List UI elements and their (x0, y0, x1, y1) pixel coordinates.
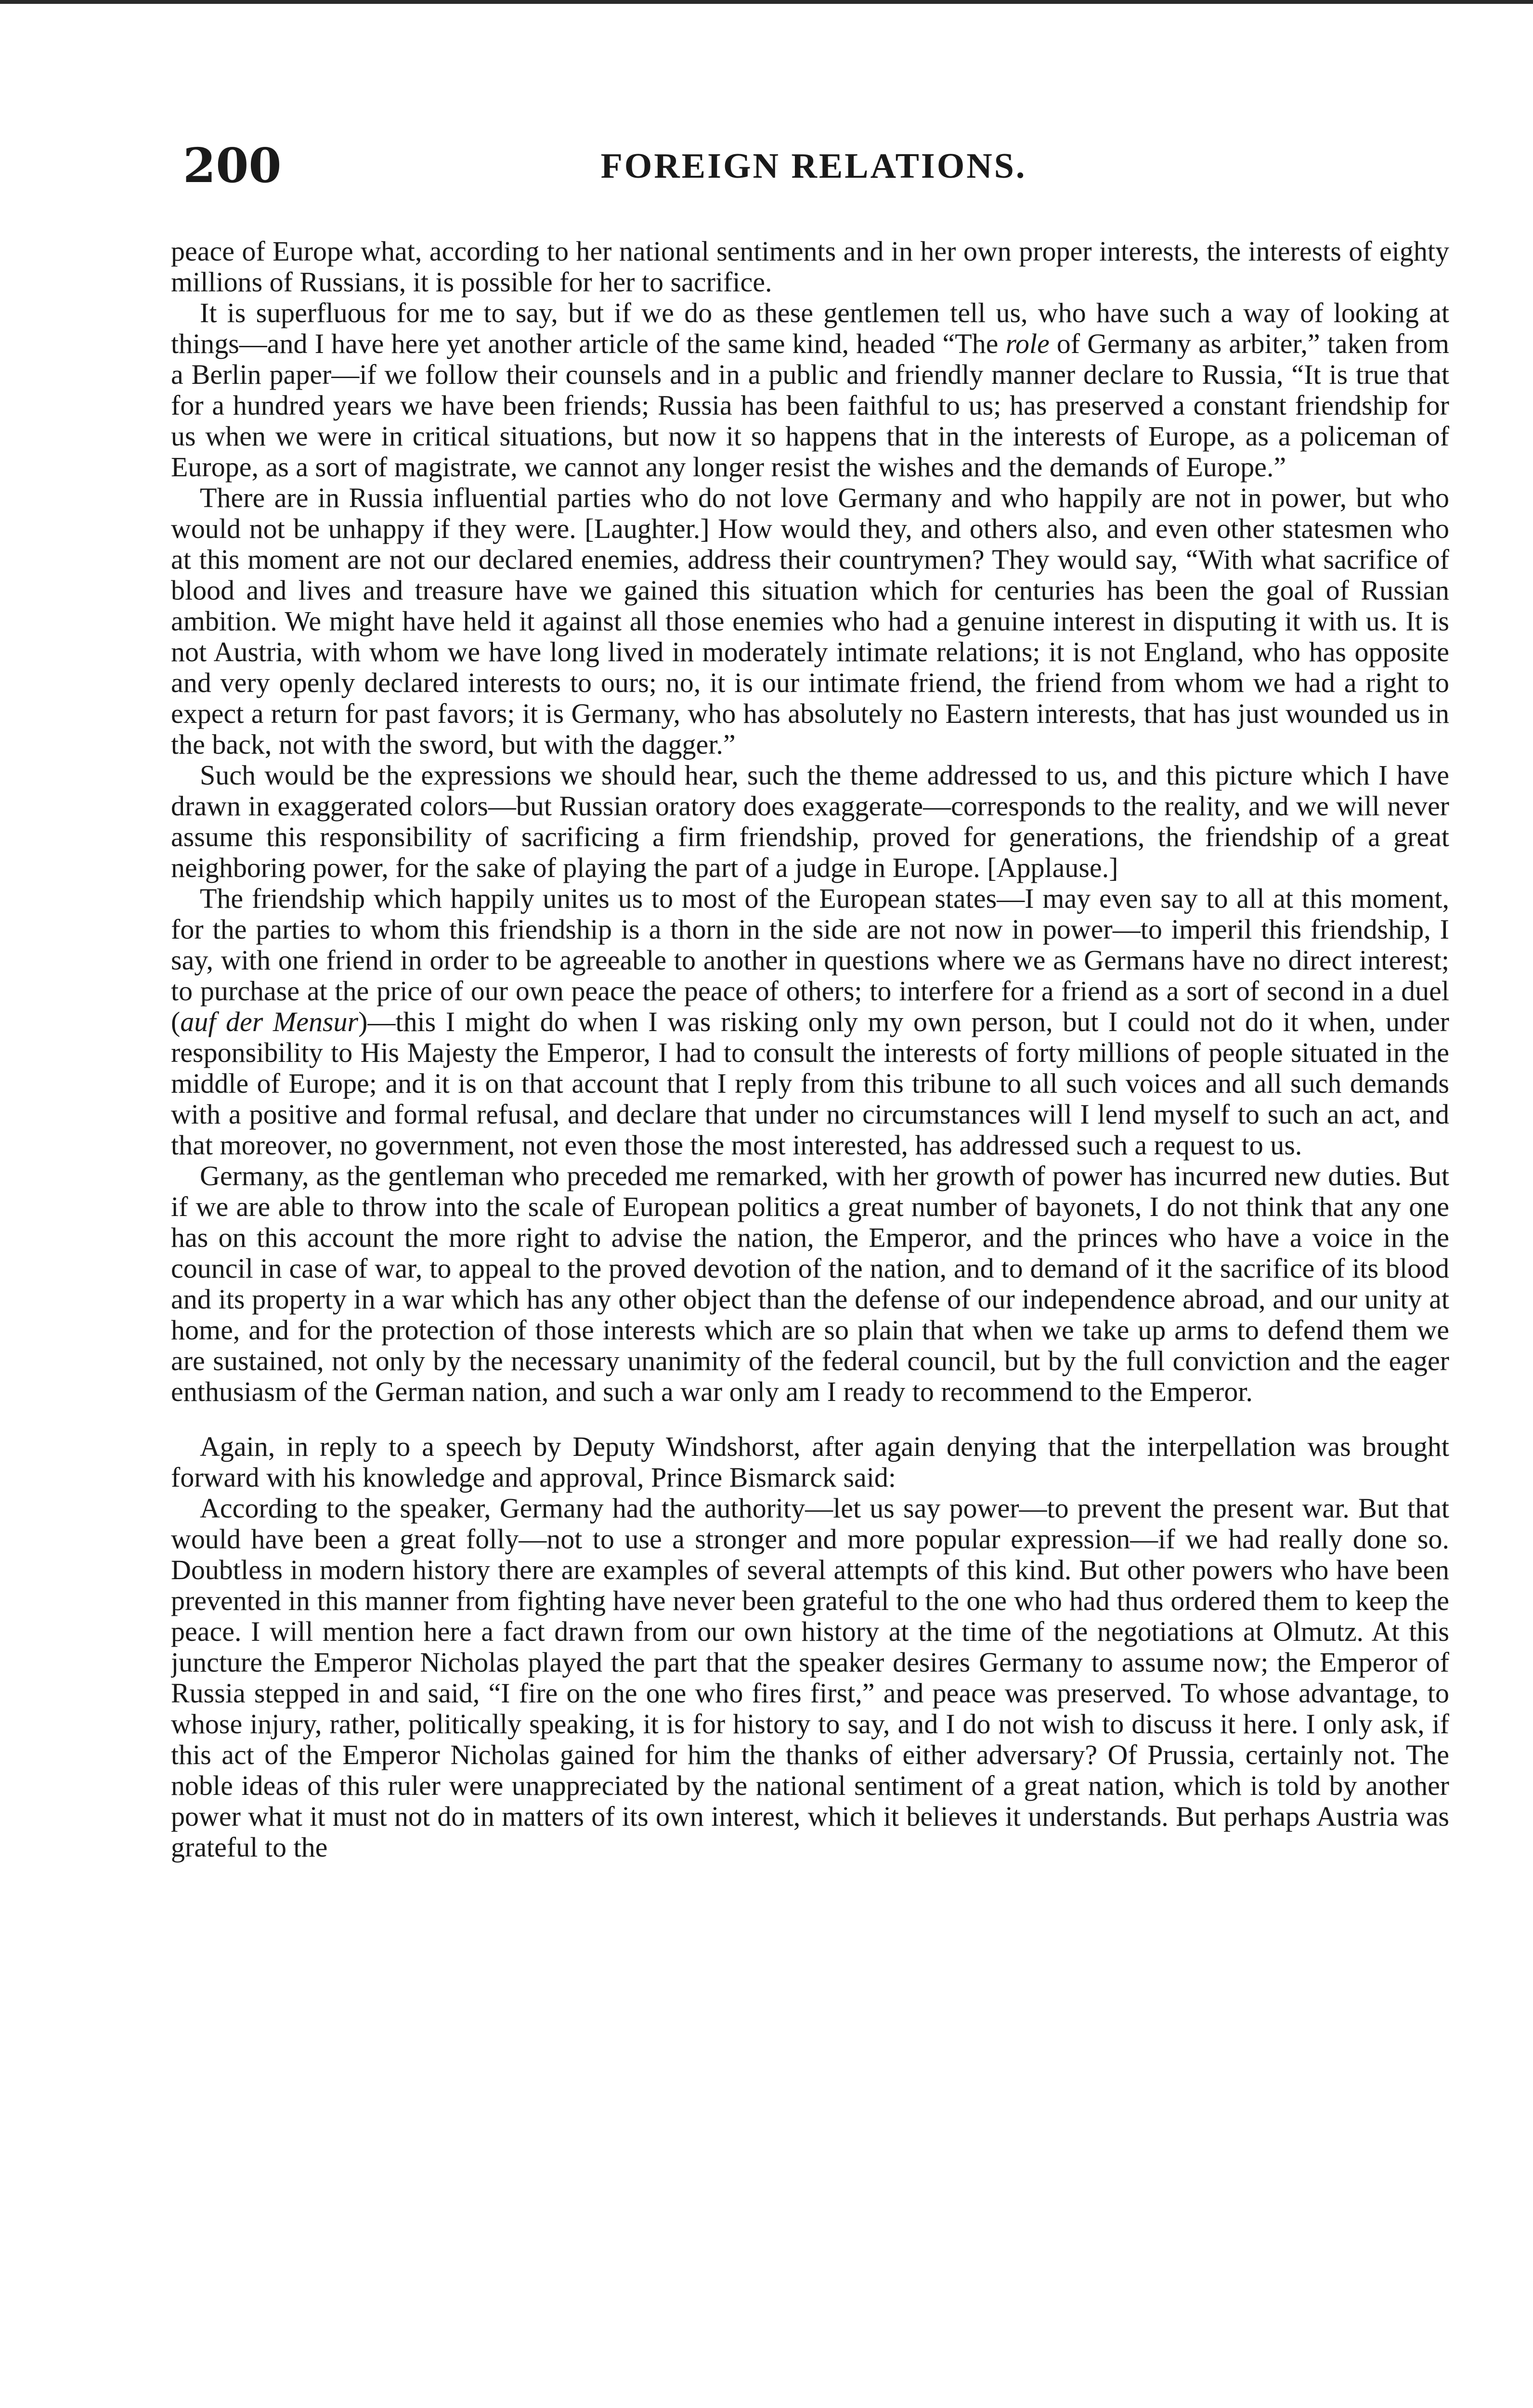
paragraph-5-italic: auf der Mensur (180, 1006, 359, 1037)
paragraph-5-text-b: )—this I might do when I was risking only my own person, but I could not do it when, under responsibility to His Majesty the Emperor, I had to consult the interests of forty millions of people situated in the middle of Europe; and it is on that account that I reply from this tribune to all such voices and all such demands with a positive and formal refusal, and declare that under no circumstances will I lend myself to such an act, and that moreover, no government, not even those the most interested, has addressed such a request to us. (171, 1006, 1449, 1161)
page-body (171, 236, 1449, 2394)
paragraph-3: There are in Russia influential parties who do not love Germany and who happily are not in power, but who would not be unhappy if they were. [Laughter.] How would they, and others also, and even other statesmen who at this moment are not our declared enemies, address their countrymen? They would say, “With what sacrifice of blood and lives and treasure have we gained this situation which for centuries has been the goal of Russian ambition. We might have held it against all those enemies who had a genuine interest in disputing it with us. It is not Austria, with whom we have long lived in moderately intimate relations; it is not England, who has opposite and very openly declared interests to ours; no, it is our intimate friend, the friend from whom we had a right to expect a return for past favors; it is Germany, who has absolutely no Eastern interests, that has just wounded us in the back, not with the sword, but with the dagger.” (171, 482, 1449, 760)
page-number: 200 (183, 138, 282, 194)
paragraph-2 (171, 298, 1449, 483)
paragraph-8: According to the speaker, Germany had the authority—let us say power—to prevent the present war. But that would have been a great folly—not to use a stronger and more popular expression—if we had really done so. Doubtless in modern history there are examples of several attempts of this kind. But other powers who have been prevented in this manner from fighting have never been grateful to the one who had thus ordered them to keep the peace. I will mention here a fact drawn from our own history at the time of the negotiations at Olmutz. At this juncture the Emperor Nicholas played the part that the speaker desires Germany to assume now; the Emperor of Russia stepped in and said, “I fire on the one who fires first,” and peace was preserved. To whose advantage, to whose injury, rather, politically speaking, it is for history to say, and I do not wish to discuss it here. I only ask, if this act of the Emperor Nicholas gained for him the thanks of either adversary? Of Prussia, certainly not. The noble ideas of this ruler were unappreciated by the national sentiment of a great nation, which is told by another power what it must not do in matters of its own interest, which it believes it understands. But perhaps Austria was grateful to the (171, 1492, 1449, 1863)
running-title: FOREIGN RELATIONS. (600, 146, 1027, 186)
paragraph-7: Again, in reply to a speech by Deputy Windshorst, after again denying that the interpellation was brought forward with his knowledge and approval, Prince Bismarck said: (171, 1431, 1449, 1493)
paragraph-5-text-a: The friendship which happily unites us to most of the European states—I may even say to all at this moment, for the parties to whom this friendship is a thorn in the side are not now in power—to imperil this friendship, I say, with one friend in order to be agreeable to another in questions where we as Germans have no direct interest; to purchase at the price of our own peace the peace of others; to interfere for a friend as a sort of second in a duel ( (171, 883, 1449, 1037)
section-gap (171, 1407, 1449, 1431)
paragraph-2-text-b: of Germany as arbiter,” taken from a Berlin paper—if we follow their counsels and in a public and friendly manner declare to Russia, “It is true that for a hundred years we have been friends; Russia has been faithful to us; has preserved a constant friendship for us when we were in critical situations, but now it so happens that in the interests of Europe, as a policeman of Europe, as a sort of magistrate, we cannot any longer resist the wishes and the demands of Europe.” (171, 328, 1449, 483)
paragraph-4: Such would be the expressions we should hear, such the theme addressed to us, and this picture which I have drawn in exaggerated colors—but Russian oratory does exaggerate—corresponds to the reality, and we will never assume this responsibility of sacrificing a firm friendship, proved for generations, the friendship of a great neighboring power, for the sake of playing the part of a judge in Europe. [Applause.] (171, 759, 1449, 883)
page-header (183, 140, 1444, 193)
paragraph-2-text-a: It is superfluous for me to say, but if we do as these gentlemen tell us, who have such a way of looking at things—and I have here yet another article of the same kind, headed “The (171, 297, 1449, 359)
paragraph-5 (171, 883, 1449, 1161)
paragraph-6: Germany, as the gentleman who preceded me remarked, with her growth of power has incurred new duties. But if we are able to throw into the scale of European politics a great number of bayonets, I do not think that any one has on this account the more right to advise the nation, the Emperor, and the princes who have a voice in the council in case of war, to appeal to the proved devotion of the nation, and to demand of it the sacrifice of its blood and its property in a war which has any other object than the defense of our independence abroad, and our unity at home, and for the protection of those interests which are so plain that when we take up arms to defend them we are sustained, not only by the necessary unanimity of the federal council, but by the full conviction and the eager enthusiasm of the German nation, and such a war only am I ready to recommend to the Emperor. (171, 1160, 1449, 1407)
paragraph-2-italic: role (1005, 328, 1050, 359)
paragraph-1: peace of Europe what, according to her national sentiments and in her own proper interests, the interests of eighty millions of Russians, it is possible for her to sacrifice. (171, 236, 1449, 298)
top-rule (0, 0, 1533, 4)
